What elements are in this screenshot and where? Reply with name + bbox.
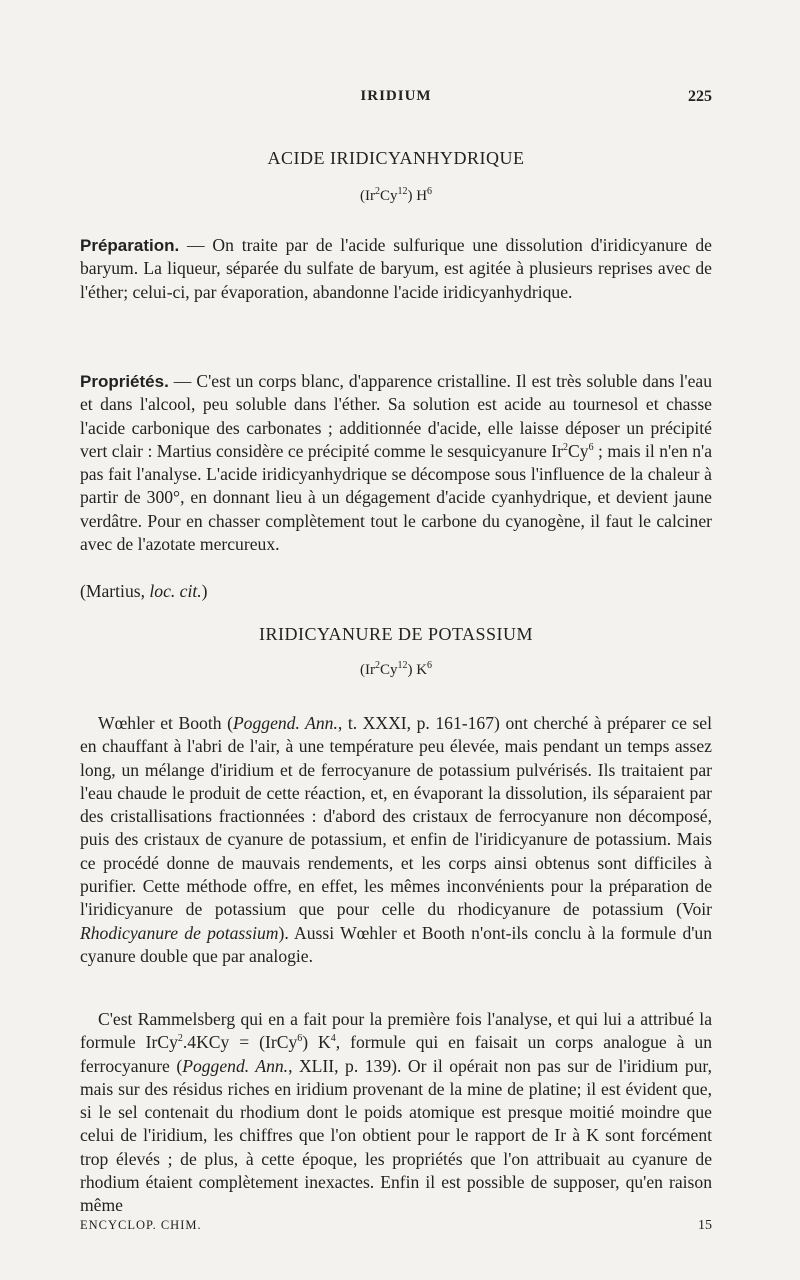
citation-martius [80, 580, 712, 603]
sup: 6 [297, 1033, 303, 1045]
paragraph-proprietes [80, 370, 712, 556]
heading-preparation: Préparation. [80, 236, 180, 255]
formula-part: (Ir [359, 662, 375, 678]
text: ). Aussi Wœhler et Booth n'ont-ils conclu à la formule d'un cyanure double que par analogie. [80, 922, 713, 966]
sup: 6 [588, 442, 594, 454]
formula-sup: 6 [427, 660, 433, 671]
citation-text: (Martius, [80, 581, 150, 601]
page-number: 225 [688, 88, 712, 105]
heading-proprietes: Propriétés. [80, 372, 169, 391]
text: C'est Rammelsberg qui en a fait pour la première fois l'analyse, et qui lui a attribué la formule IrCy [80, 1009, 712, 1053]
text: , XLII, p. 139). Or il opérait non pas sur de l'iridium pur, mais sur des résidus riches en iridium provenant de la mine de platine; il est évident que, si le sel contenait du rhodium dont le poids atomique est presque moitié moindre que celui de l'iridium, les chiffres que l'on obtient pour le rapport de Ir à K sont forcément trop élevés ; de plus, à cette époque, les propriétés que l'on attribuait au cyanure de rhodium étaient complètement inexactes. Enfin il est possible de supposer, qu'en raison même [80, 1055, 712, 1216]
formula-iridicyanure [80, 662, 712, 679]
sup: 4 [330, 1033, 336, 1045]
formula-sup: 2 [374, 660, 380, 671]
italic-ref: Rhodicyanure de potassium [80, 922, 279, 943]
formula-sup: 6 [427, 186, 433, 197]
formula-part: (Ir [359, 188, 375, 204]
formula-sup: 12 [397, 186, 408, 197]
paragraph-woehler [80, 712, 712, 968]
footer-sheet-number: 15 [698, 1218, 712, 1233]
text: , t. XXXI, p. 161-167) ont cherché à préparer ce sel en chauffant à l'abri de l'air, à une température peu élevée, mais pendant un temps assez long, un mélange d'iridium et de ferrocyanure de potassium pulvérisés. Ils traitaient par l'eau chaude le produit de cette réaction, et, en évaporant la dissolution, ils séparaient par des cristallisations fractionnées : d'abord des cristaux de ferrocyanure non décomposé, puis des cristaux de cyanure de potassium, et enfin de l'iridicyanure de potassium. Mais ce procédé donne de mauvais rendements, et les corps ainsi obtenus sont difficiles à purifier. Cette méthode offre, en effet, les mêmes inconvénients pour la préparation de l'iridicyanure de potassium que pour celle du rhodicyanure de potassium (Voir [80, 713, 713, 920]
formula-sup: 12 [397, 660, 408, 671]
italic-ref: Poggend. Ann. [232, 713, 338, 733]
citation-text: ) [201, 581, 208, 601]
page-header [80, 88, 712, 112]
text: .4KCy = (IrCy [182, 1032, 298, 1053]
text: ) K [302, 1032, 331, 1053]
italic-ref: Poggend. Ann. [182, 1055, 289, 1076]
formula-part: Cy [379, 662, 398, 678]
text-proprietes-a: — C'est un corps blanc, d'apparence cristalline. Il est très soluble dans l'eau et dans l'alcool, peu soluble dans l'éther. Sa solution est acide au tournesol et chasse l'acide carbonique des carbonates ; additionnée d'acide, elle laisse déposer un précipité vert clair : Martius considère ce précipité comme le sesquicyanure Ir [80, 371, 712, 461]
text: Wœhler et Booth ( [98, 713, 233, 733]
paragraph-rammelsberg [80, 1008, 712, 1218]
sup: 2 [563, 442, 569, 454]
formula-part: ) K [407, 662, 428, 678]
text-proprietes-c: ; mais il n'en n'a pas fait l'analyse. L'acide iridicyanhydrique se décompose sous l'influence de la chaleur à partir de 300°, en donnant lieu à un dégagement d'acide cyanhydrique, et devient jaune verdâtre. Pour en chasser complètement tout le carbone du cyanogène, il faut le calciner avec de l'azotate mercureux. [80, 440, 712, 555]
formula-part: Cy [379, 188, 398, 204]
formula-sup: 2 [374, 186, 380, 197]
citation-italic: loc. cit. [149, 581, 202, 601]
section-title-iridicyanure: IRIDICYANURE DE POTASSIUM [258, 624, 534, 644]
paragraph-preparation [80, 234, 712, 304]
sup: 2 [177, 1033, 183, 1045]
formula-acide [80, 188, 712, 205]
text: , formule qui en faisait un corps analogue à un ferrocyanure ( [80, 1032, 713, 1076]
footer-signature: ENCYCLOP. CHIM. [80, 1218, 202, 1232]
text-preparation: — On traite par de l'acide sulfurique une dissolution d'iridicyanure de baryum. La liqueur, séparée du sulfate de baryum, est agitée à plusieurs reprises avec de l'éther; celui-ci, par évaporation, abandonne l'acide iridicyanhydrique. [80, 235, 712, 302]
page-footer [80, 1218, 712, 1240]
section-title-acide: ACIDE IRIDICYANHYDRIQUE [267, 148, 525, 168]
text-proprietes-b: Cy [568, 440, 589, 461]
running-title: IRIDIUM [360, 88, 432, 104]
formula-part: ) H [407, 188, 428, 204]
